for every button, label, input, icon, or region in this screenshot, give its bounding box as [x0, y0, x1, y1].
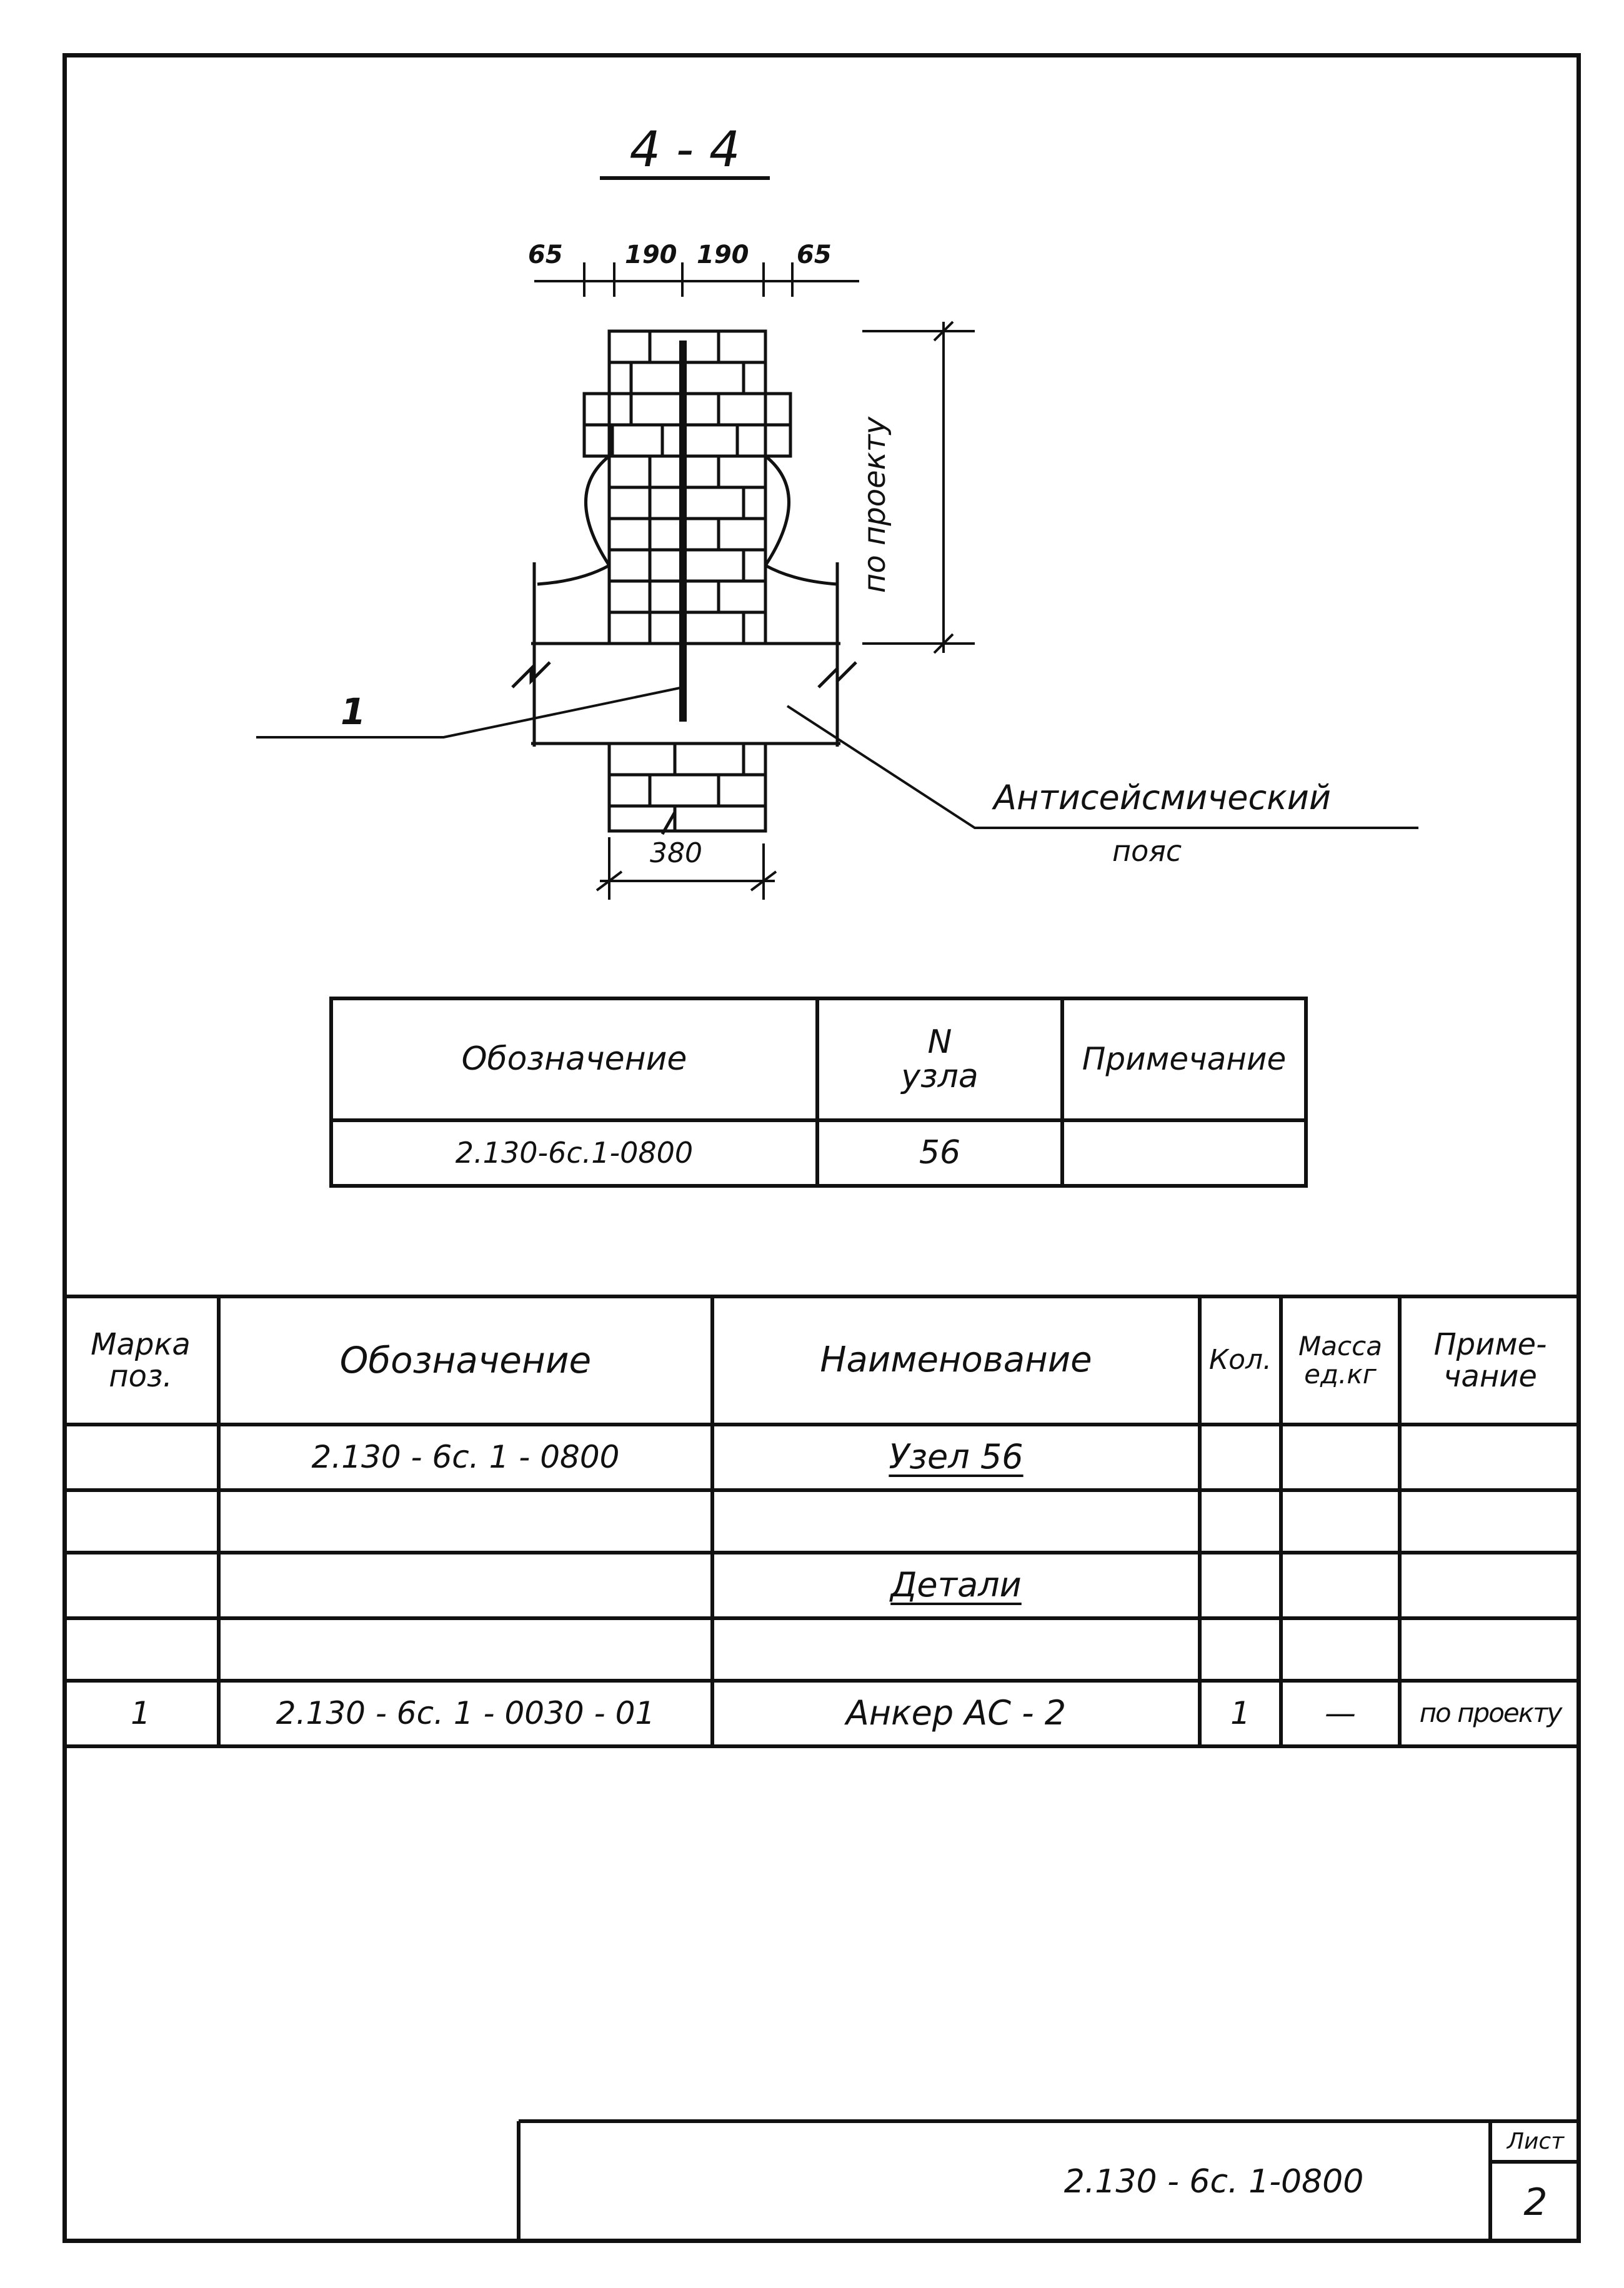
- spec-row-mark: [62, 1490, 219, 1553]
- spec-row-qty: [1200, 1553, 1281, 1618]
- dim-label-190-right: 190: [697, 241, 749, 269]
- spec-row-note: по проекту: [1419, 1698, 1562, 1729]
- spec-row-note: [1400, 1490, 1581, 1553]
- spec-header-mark-line1: Марка: [91, 1327, 191, 1363]
- spec-row-name: Анкер АС - 2: [845, 1693, 1067, 1733]
- spec-row-mass: [1281, 1490, 1400, 1553]
- spec-row-mark: [62, 1618, 219, 1681]
- spec-row-mass: [1281, 1618, 1400, 1681]
- lower-masonry: [609, 744, 765, 834]
- spec-row-mass: —: [1325, 1695, 1356, 1732]
- spec-row-name: [712, 1618, 1200, 1681]
- spec-header-mass-line1: Масса: [1298, 1331, 1382, 1362]
- node-table-cell-designation: 2.130-6с.1-0800: [455, 1136, 694, 1170]
- dim-label-65-right: 65: [797, 241, 832, 269]
- node-table-cell-note: [1062, 1120, 1306, 1186]
- spec-row-note: [1400, 1618, 1581, 1681]
- spec-row-note: [1400, 1553, 1581, 1618]
- spec-row-name: Детали: [890, 1565, 1022, 1605]
- node-no-symbol: N: [927, 1023, 952, 1061]
- dim-label-380: 380: [650, 837, 702, 869]
- callout-belt-line1: Антисейсмический: [994, 778, 1331, 817]
- spec-header-mark-line2: поз.: [109, 1358, 172, 1394]
- spec-row-name: [712, 1490, 1200, 1553]
- spec-row-qty: [1200, 1618, 1281, 1681]
- spec-header-designation: Обозначение: [339, 1339, 592, 1382]
- spec-header-mass-line2: ед.кг: [1304, 1358, 1377, 1390]
- spec-row-designation: 2.130 - 6с. 1 - 0030 - 01: [276, 1695, 655, 1732]
- node-no-word: узла: [901, 1057, 979, 1095]
- title-block-sheet-number: 2: [1523, 2180, 1548, 2224]
- spec-header-note: [1400, 1296, 1581, 1425]
- node-table-header-designation: Обозначение: [461, 1040, 687, 1078]
- spec-header-name: Наименование: [820, 1340, 1092, 1381]
- title-block-document-code: 2.130 - 6с. 1-0800: [1064, 2163, 1364, 2201]
- node-table-cell-node-no: 56: [919, 1134, 961, 1172]
- spec-row-note: [1400, 1425, 1581, 1490]
- spec-row-mark: 1: [131, 1695, 151, 1732]
- dim-label-190-left: 190: [625, 241, 677, 269]
- spec-row-designation: 2.130 - 6с. 1 - 0800: [311, 1439, 620, 1476]
- dim-label-height: по проекту: [857, 416, 892, 594]
- spec-row-mark: [62, 1553, 219, 1618]
- spec-row-qty: [1200, 1425, 1281, 1490]
- node-table-header-note: Примечание: [1082, 1041, 1287, 1078]
- callout-position-1: 1: [341, 690, 366, 733]
- spec-header-mass: [1281, 1296, 1400, 1425]
- spec-row-mass: [1281, 1553, 1400, 1618]
- node-table-header-node-no: [817, 998, 1062, 1120]
- spec-row-mass: [1281, 1425, 1400, 1490]
- spec-row-qty: [1200, 1490, 1281, 1553]
- spec-header-note-line1: Приме-: [1433, 1327, 1547, 1363]
- spec-row-designation: [219, 1553, 712, 1618]
- spec-header-mark: [62, 1296, 219, 1425]
- spec-header-qty: Кол.: [1208, 1344, 1272, 1376]
- upper-masonry: [584, 331, 790, 644]
- spec-row-designation: [219, 1490, 712, 1553]
- callout-belt-line2: пояс: [1112, 834, 1182, 868]
- spec-header-note-line2: чание: [1443, 1358, 1537, 1394]
- section-title: 4 - 4: [629, 122, 740, 178]
- spec-row-designation: [219, 1618, 712, 1681]
- title-block-sheet-label: Лист: [1507, 2128, 1565, 2154]
- dim-label-65-left: 65: [528, 241, 563, 269]
- spec-row-qty: 1: [1230, 1695, 1250, 1732]
- spec-row-name: Узел 56: [889, 1437, 1024, 1477]
- spec-row-mark: [62, 1425, 219, 1490]
